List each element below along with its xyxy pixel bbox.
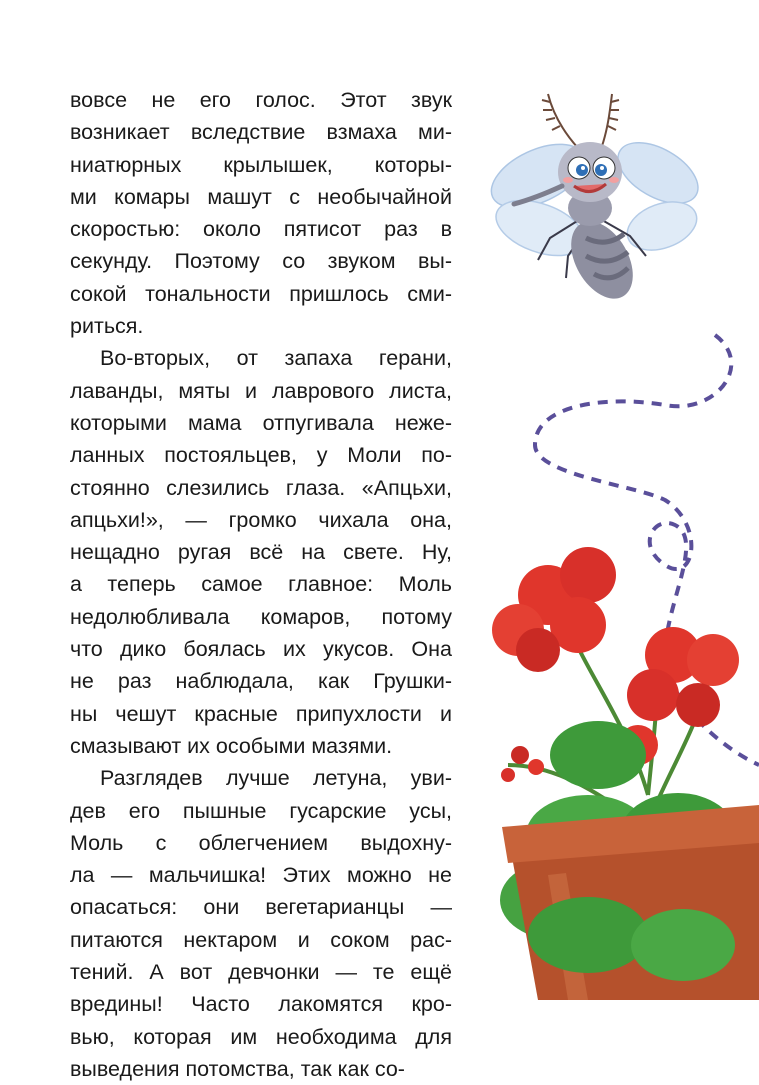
text-line: вредины! Часто лакомятся кро- (70, 992, 452, 1017)
flower-pot (502, 805, 759, 1000)
text-column (70, 84, 452, 1085)
text-line: секунду. Поэтому со звуком вы- (70, 249, 452, 274)
text-line: возникает вследствие взмаха ми- (70, 120, 452, 145)
text-line: питаются нектаром и соком рас- (70, 927, 452, 952)
text-line: сокой тональности пришлось сми- (70, 281, 452, 306)
text-line: опасаться: они вегетарианцы — (70, 895, 452, 920)
paragraph-2 (70, 342, 452, 762)
text-line: ла — мальчишка! Этих можно не (70, 863, 452, 888)
text-line: а теперь самое главное: Моль (70, 572, 452, 597)
text-line: Разглядев лучше летуна, уви- (100, 766, 452, 791)
text-line: скоростью: около пятисот раз в (70, 217, 452, 242)
text-line: ниатюрных крылышек, которы- (70, 152, 452, 177)
text-line: что дико боялась их укусов. Она (70, 637, 452, 662)
text-line: нещадно ругая всё на свете. Ну, (70, 540, 452, 565)
paragraph-3 (70, 762, 452, 1085)
text-line: недолюбливала комаров, потому (70, 604, 452, 629)
text-line: ны чешут красные припухлости и (70, 701, 452, 726)
text-line: вью, которая им необходима для (70, 1024, 452, 1049)
geranium-pot-illustration (478, 535, 759, 1000)
text-line: выведения потомства, так как со- (70, 1056, 405, 1081)
text-line: ми комары машут с необычайной (70, 184, 452, 209)
text-line: не раз наблюдала, как Грушки- (70, 669, 452, 694)
text-line: апцьхи!», — громко чихала она, (70, 507, 452, 532)
text-line: ланных постояльцев, у Моли по- (70, 443, 452, 468)
mosquito-antennae (542, 94, 619, 148)
paragraph-1 (70, 84, 452, 342)
mosquito-body (558, 190, 645, 309)
mosquito-illustration (490, 88, 700, 310)
text-line: Во-вторых, от запаха герани, (100, 346, 452, 371)
text-line: смазывают их особыми мазями. (70, 733, 393, 758)
text-line: Моль с облегчением выдохну- (70, 830, 452, 855)
text-line: которыми мама отпугивала неже- (70, 410, 452, 435)
text-line: вовсе не его голос. Этот звук (70, 88, 452, 112)
text-line: риться. (70, 314, 144, 339)
text-line: дев его пышные гусарские усы, (70, 798, 452, 823)
text-line: стоянно слезились глаза. «Апцьхи, (70, 475, 452, 500)
text-line: тений. А вот девчонки — те ещё (70, 960, 452, 985)
text-line: лаванды, мяты и лаврового листа, (70, 378, 452, 403)
